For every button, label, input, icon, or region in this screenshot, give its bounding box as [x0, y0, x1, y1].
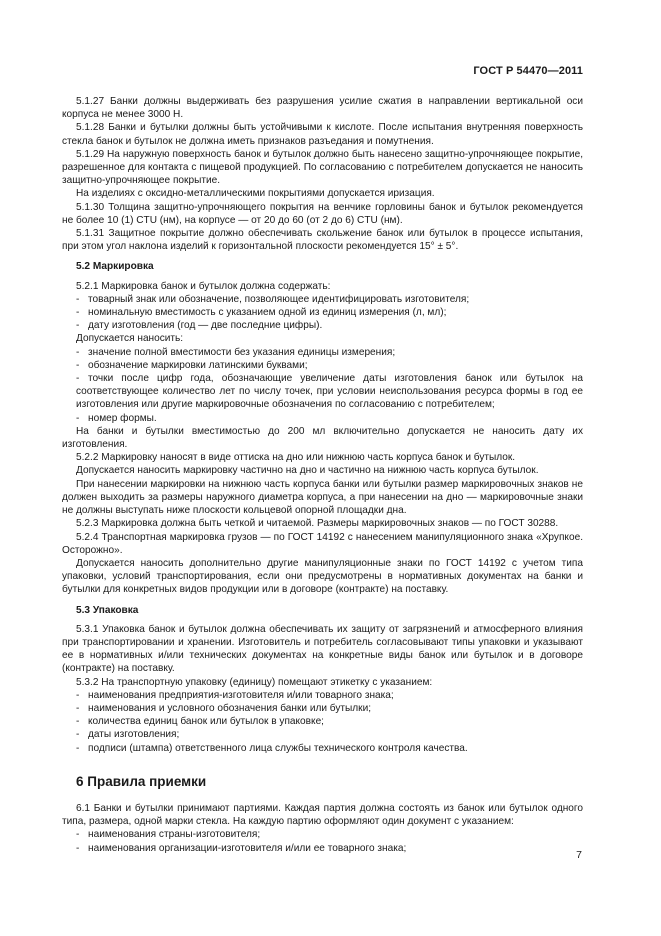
paragraph: 5.2.2 Маркировку наносят в виде оттиска на дно или нижнюю часть корпуса банок и бутылок. [76, 452, 516, 464]
list-item-text: дату изготовления (год — две последние цифры). [88, 320, 323, 332]
list-item [62, 372, 583, 412]
paragraph: 5.1.31 Защитное покрытие должно обеспечивать скольжение банок или бутылок в процессе испытания, при этом угол наклона изделий к горизонтальной плоскости рекомендуется 15° ± 5°. [62, 228, 583, 253]
paragraph: 5.2.1 Маркировка банок и бутылок должна содержать: [76, 280, 331, 292]
list-dash: - [76, 689, 80, 701]
paragraph: На изделиях с оксидно-металлическими покрытиями допускается иризация. [76, 188, 435, 200]
list-item-text: подписи (штампа) ответственного лица службы технического контроля качества. [88, 742, 468, 754]
section-heading: 5.2 Маркировка [76, 261, 154, 273]
list-item-text: количества единиц банок или бутылок в упаковке; [88, 716, 324, 728]
paragraph: 5.1.29 На наружную поверхность банок и бутылок должно быть нанесено защитно-упрочняющее покрытие, разрешенное для контакта с пищевой продукцией. По согласованию с потребителем допускается не наносить защитно-упрочняющее покрытие. [62, 148, 583, 187]
list-item [62, 828, 583, 841]
list-dash: - [76, 716, 80, 728]
list-item [62, 728, 583, 741]
list-dash: - [76, 412, 80, 424]
paragraph: На банки и бутылки вместимостью до 200 мл включительно допускается не наносить дату их изготовления. [62, 425, 583, 451]
list-dash: - [76, 842, 80, 854]
section-heading: 5.3 Упаковка [76, 604, 139, 616]
list-dash: - [76, 742, 80, 754]
list-item-text: товарный знак или обозначение, позволяющее идентифицировать изготовителя; [88, 293, 470, 305]
list-item-text: значение полной вместимости без указания единицы измерения; [88, 346, 396, 358]
list-dash: - [76, 729, 80, 741]
list-item-text: номинальную вместимость с указанием одной из единиц измерения (л, мл); [88, 307, 447, 319]
list-item-text: наименования и условного обозначения банки или бутылки; [88, 702, 372, 714]
list-item [62, 702, 583, 715]
list-dash: - [76, 320, 80, 332]
list-item [62, 412, 583, 425]
paragraph: 6.1 Банки и бутылки принимают партиями. Каждая партия должна состоять из банок или бутылок одного типа, размера, одной марки стекла. На каждую партию оформляют один документ с указанием: [62, 802, 583, 828]
list-dash: - [76, 346, 80, 358]
list-item-text: даты изготовления; [88, 729, 180, 741]
list-item [62, 346, 583, 359]
list-dash: - [76, 359, 80, 371]
paragraph: 5.1.28 Банки и бутылки должны быть устойчивыми к кислоте. После испытания внутренняя поверхность стекла банок и бутылок не должна иметь признаков разъедания и помутнения. [62, 122, 583, 147]
list-dash: - [76, 829, 80, 841]
paragraph: При нанесении маркировки на нижнюю часть корпуса банки или бутылки размер маркировочных знаков не должен выходить за размеры наружного диаметра корпуса, а при нанесении на дно — маркировочные знаки не должны выступать ниже плоскости кольцевой опорной площадки дна. [62, 478, 583, 517]
paragraph: 5.2.4 Транспортная маркировка грузов — по ГОСТ 14192 с нанесением манипуляционного знака «Хрупкое. Осторожно». [62, 531, 583, 556]
paragraph: 5.1.30 Толщина защитно-упрочняющего покрытия на венчике горловины банок и бутылок рекомендуется не более 10 (1) CTU (нм), на корпусе — от 20 до 60 (от 2 до 6) CTU (нм). [62, 201, 583, 226]
list-dash: - [76, 702, 80, 714]
list-item-text: точки после цифр года, обозначающие увеличение даты изготовления банок или бутылок на соответствующее количество лет по числу точек, при условии неиспользования ресурса формы в год ее изготовления или другие маркировочные обозначения по согласованию с потребителем; [76, 373, 583, 411]
paragraph: Допускается наносить дополнительно другие манипуляционные знаки по ГОСТ 14192 с учетом типа упаковки, условий транспортирования, если они предусмотрены в нормативных документах на банки и бутылки для конкретных видов продукции или в договоре (контракте) на поставку. [62, 557, 583, 596]
document-body [62, 95, 583, 855]
paragraph: 5.3.1 Упаковка банок и бутылок должна обеспечивать их защиту от загрязнений и атмосферного влияния при транспортировании и хранении. Изготовитель и потребитель согласовывают типы упаковки и указывают ее в нормативных и/или технических документах на конкретные виды банок или бутылок и в договоре (контракте) на поставку. [62, 623, 583, 675]
chapter-heading: 6 Правила приемки [76, 773, 207, 789]
list-item [62, 715, 583, 728]
list-item [62, 742, 583, 755]
list-item-text: наименования организации-изготовителя и/или ее товарного знака; [88, 842, 407, 854]
list-dash: - [76, 373, 80, 385]
list-item-text: наименования предприятия-изготовителя и/или товарного знака; [88, 689, 394, 701]
list-item-text: номер формы. [88, 412, 157, 424]
paragraph: Допускается наносить: [76, 333, 184, 345]
list-item [62, 842, 583, 855]
paragraph: 5.2.3 Маркировка должна быть четкой и читаемой. Размеры маркировочных знаков — по ГОСТ 30288. [76, 518, 559, 530]
page-number: 7 [576, 849, 582, 861]
document-header: ГОСТ Р 54470—2011 [473, 65, 583, 77]
paragraph: 5.1.27 Банки должны выдерживать без разрушения усилие сжатия в направлении вертикальной оси корпуса не менее 3000 Н. [62, 96, 583, 121]
list-item [62, 689, 583, 702]
list-item [62, 293, 583, 306]
list-item [62, 359, 583, 372]
list-item [62, 319, 583, 332]
list-item-text: наименования страны-изготовителя; [88, 829, 261, 841]
list-dash: - [76, 307, 80, 319]
list-item-text: обозначение маркировки латинскими буквами; [88, 359, 308, 371]
paragraph: Допускается наносить маркировку частично на дно и частично на нижнюю часть корпуса бутылок. [76, 465, 539, 477]
list-dash: - [76, 293, 80, 305]
paragraph: 5.3.2 На транспортную упаковку (единицу) помещают этикетку с указанием: [76, 676, 433, 688]
list-item [62, 306, 583, 319]
